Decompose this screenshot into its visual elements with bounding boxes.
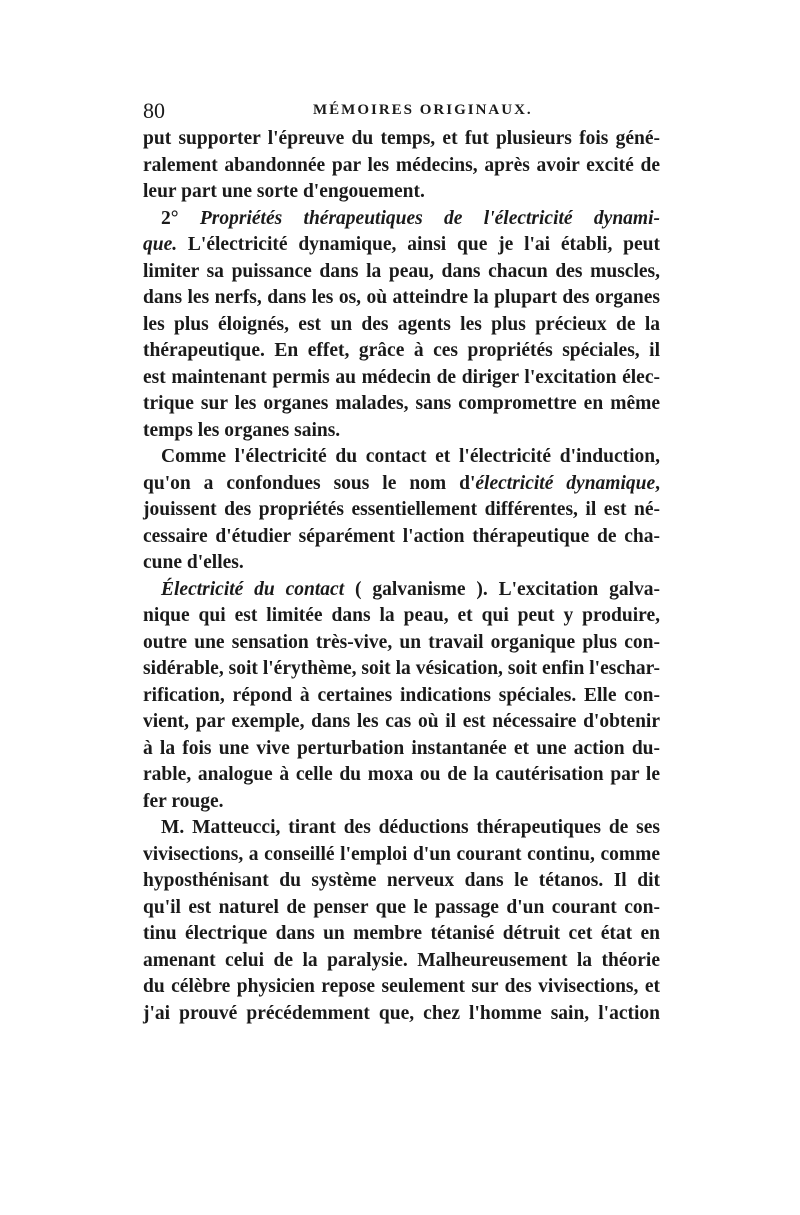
- text-line: [143, 206, 660, 233]
- text-line: [143, 179, 660, 206]
- text-run: vivisections, a conseillé l'emploi d'un courant continu, comme: [143, 843, 660, 865]
- text-line: [143, 391, 660, 418]
- text-run: leur part une sorte d'engouement.: [143, 181, 425, 202]
- text-run: L'électricité dynamique, ainsi que je l'ai établi, peut: [177, 234, 660, 255]
- text-run: qu'il est naturel de penser que le passage d'un courant con-: [143, 896, 660, 918]
- text-run: amenant celui de la paralysie. Malheureusement la théorie: [143, 949, 660, 971]
- text-run: put supporter l'épreuve du temps, et fut plusieurs fois géné-: [143, 128, 660, 149]
- text-run: jouissent des propriétés essentiellement différentes, il est né-: [143, 499, 660, 520]
- text-run: j'ai prouvé précédemment que, chez l'homme sain, l'action: [143, 1002, 660, 1024]
- text-line: [143, 126, 660, 153]
- text-line: [143, 550, 660, 577]
- text-line: [143, 1001, 660, 1028]
- text-run: cune d'elles.: [143, 552, 244, 573]
- text-line: [143, 259, 660, 286]
- text-run: 2°: [161, 207, 200, 229]
- running-head: [143, 96, 663, 126]
- text-run: du célèbre physicien repose seulement sur des vivisections, et: [143, 976, 660, 997]
- text-run: rable, analogue à celle du moxa ou de la cautérisation par le: [143, 764, 660, 785]
- text-line: [143, 895, 660, 922]
- text-line: [143, 842, 660, 869]
- text-run: ,: [655, 472, 661, 494]
- text-line: [143, 153, 660, 180]
- text-run: ralement abandonnée par les médecins, après avoir excité de: [143, 154, 660, 176]
- text-line: [143, 762, 660, 789]
- text-run: vient, par exemple, dans les cas où il est nécessaire d'obtenir: [143, 711, 660, 732]
- text-line: [143, 815, 660, 842]
- text-line: [143, 418, 660, 445]
- text-run: qu'on a confondues sous le nom d': [143, 472, 476, 494]
- text-line: [143, 948, 660, 975]
- text-line: [143, 232, 660, 259]
- text-line: [143, 577, 660, 604]
- text-line: [143, 630, 660, 657]
- text-run: est maintenant permis au médecin de diriger l'excitation élec-: [143, 366, 660, 388]
- text-run: limiter sa puissance dans la peau, dans chacun des muscles,: [143, 260, 660, 282]
- text-line: [143, 285, 660, 312]
- text-line: [143, 789, 660, 816]
- text-run: fer rouge.: [143, 790, 224, 812]
- page-number: 80: [143, 98, 165, 123]
- text-line: [143, 868, 660, 895]
- text-run: sidérable, soit l'érythème, soit la vésication, soit enfin l'eschar-: [143, 658, 660, 679]
- text-run: ( galvanisme ). L'excitation galva-: [344, 578, 660, 600]
- text-run: à la fois une vive perturbation instantanée et une action du-: [143, 737, 660, 759]
- text-line: [143, 471, 660, 498]
- text-line: [143, 656, 660, 683]
- text-run: temps les organes sains.: [143, 419, 341, 441]
- text-run: trique sur les organes malades, sans compromettre en même: [143, 393, 660, 414]
- italic-text: Propriétés thérapeutiques de l'électricité dynami-: [199, 207, 660, 229]
- text-run: nique qui est limitée dans la peau, et qui peut y produire,: [143, 605, 660, 626]
- text-line: [143, 603, 660, 630]
- text-run: thérapeutique. En effet, grâce à ces propriétés spéciales, il: [143, 340, 660, 361]
- text-run: dans les nerfs, dans les os, où atteindre la plupart des organes: [143, 287, 660, 308]
- text-line: [143, 683, 660, 710]
- text-line: [143, 709, 660, 736]
- text-run: les plus éloignés, est un des agents les plus précieux de la: [143, 313, 660, 335]
- text-line: [143, 974, 660, 1001]
- running-head-title: MÉMOIRES ORIGINAUX.: [313, 102, 533, 118]
- text-line: [143, 921, 660, 948]
- text-run: M. Matteucci, tirant des déductions thérapeutiques de ses: [161, 817, 660, 838]
- text-line: [143, 497, 660, 524]
- text-line: [143, 736, 660, 763]
- text-run: rification, répond à certaines indications spéciales. Elle con-: [143, 684, 660, 706]
- text-line: [143, 365, 660, 392]
- text-run: cessaire d'étudier séparément l'action thérapeutique de cha-: [143, 525, 660, 547]
- text-line: [143, 338, 660, 365]
- text-line: [143, 524, 660, 551]
- text-run: Comme l'électricité du contact et l'électricité d'induction,: [161, 446, 660, 467]
- text-line: [143, 312, 660, 339]
- body-text: [143, 126, 660, 1027]
- text-run: hyposthénisant du système nerveux dans le tétanos. Il dit: [143, 870, 660, 891]
- text-run: tinu électrique dans un membre tétanisé détruit cet état en: [143, 923, 660, 944]
- italic-text: Électricité du contact: [161, 578, 345, 600]
- italic-text: électricité dynamique: [475, 472, 656, 494]
- text-run: outre une sensation très-vive, un travail organique plus con-: [143, 631, 660, 653]
- text-line: [143, 444, 660, 471]
- italic-text: que.: [143, 234, 178, 255]
